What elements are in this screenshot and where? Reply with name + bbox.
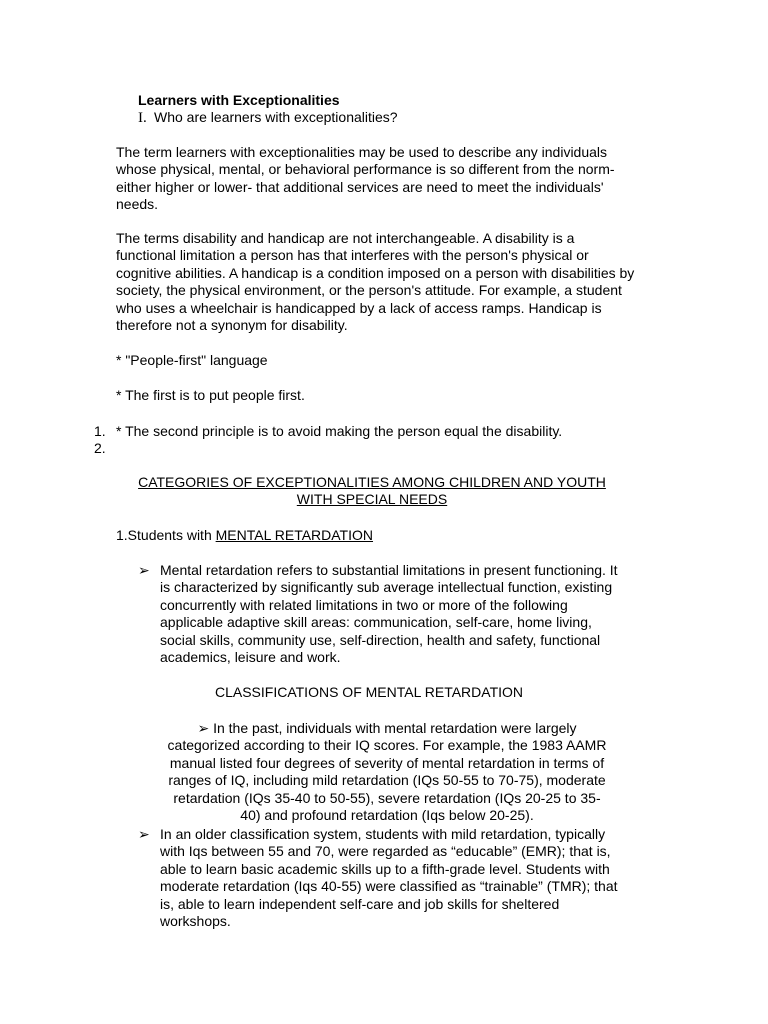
classifications-heading: CLASSIFICATIONS OF MENTAL RETARDATION [214,684,524,700]
list-item [94,423,562,440]
numbered-list [94,423,562,458]
list-item [94,440,562,457]
bullet-text: Mental retardation refers to substantial limitations in present functioning. It is characterized by significantly sub average intellectual function, existing concurrently with related limitations in two or more of the following applicable adaptive skill areas: communication, self-care, home living, social skills, community use, self-direction, health and safety, functional academics, leisure and work. [160,562,618,666]
categories-heading-line-1: CATEGORIES OF EXCEPTIONALITIES AMONG CHILDREN AND YOUTH [138,474,606,490]
question-text: Who are learners with exceptionalities? [154,109,398,125]
list-text: * The second principle is to avoid making the person equal the disability. [116,423,563,439]
section-prefix: 1.Students with [116,527,216,543]
first-principle-item: * The first is to put people first. [116,387,305,403]
arrow-bullet-icon: ➢ [138,562,150,578]
list-number: 2. [94,440,106,457]
arrow-bullet-icon: ➢ [138,826,150,842]
bullet-older-classification [138,826,630,930]
bullet-text: In the past, individuals with mental retardation were largely categorized according to their IQ scores. For example, the 1983 AAMR manual listed four degrees of severity of mental retardation in terms of ranges of IQ, including mild retardation (IQs 50-55 to 70-75), moderate retardation (IQs 35-40 to 50-55), severe retardation (IQs 20-25 to 35-40) and profound retardation (Iqs below 20-25). [167,720,607,824]
bullet-iq-history [164,720,610,824]
categories-heading [116,474,628,509]
definition-paragraph: The term learners with exceptionalities may be used to describe any individuals whose physical, mental, or behavioral performance is so different from the norm-either higher or lower- that additional services are need to meet the individuals' needs. [116,144,615,213]
people-first-item: * "People-first" language [116,352,268,368]
section-heading [116,527,373,544]
disability-handicap-paragraph: The terms disability and handicap are not interchangeable. A disability is a functional limitation a person has that interferes with the person's physical or cognitive abilities. A handicap is a condition imposed on a person with disabilities by society, the physical environment, or the person's attitude. For example, a student who uses a wheelchair is handicapped by a lack of access ramps. Handicap is therefore not a synonym for disability. [116,230,635,334]
bullet-text: In an older classification system, students with mild retardation, typically with Iqs between 55 and 70, were regarded as “educable” (EMR); that is, able to learn basic academic skills up to a fifth-grade level. Students with moderate retardation (Iqs 40-55) were classified as “trainable” (TMR); that is, able to learn independent self-care and job skills for sheltered workshops. [160,826,618,930]
document-title: Learners with Exceptionalities [138,92,340,108]
bullet-definition [138,562,630,666]
categories-heading-line-2: WITH SPECIAL NEEDS [296,491,448,508]
section-term: MENTAL RETARDATION [215,527,374,543]
list-number: 1. [94,423,106,439]
roman-numeral: I. [138,110,147,126]
question-heading [138,109,398,127]
arrow-bullet-icon: ➢ [197,720,210,736]
